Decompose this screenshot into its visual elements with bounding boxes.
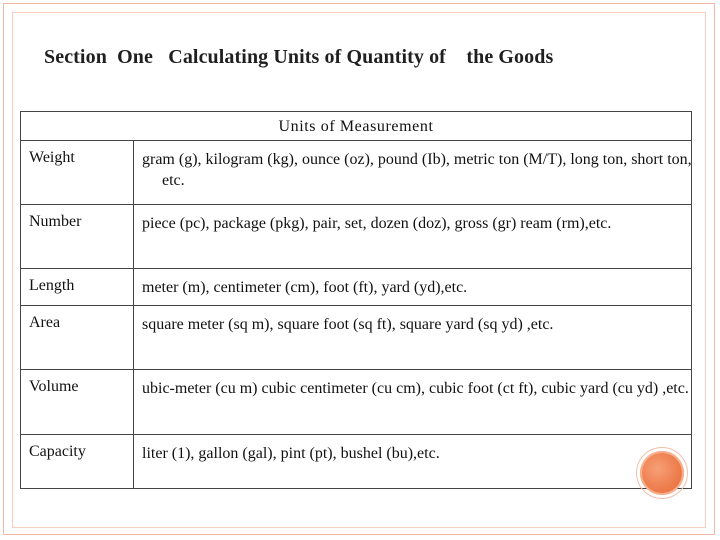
row-label: Length (29, 277, 75, 294)
table-row-weight (21, 141, 691, 205)
row-value: square meter (sq m), square foot (sq ft), square yard (sq yd) ,etc. (142, 316, 554, 333)
row-label: Number (29, 213, 82, 230)
table-row-number (21, 205, 691, 269)
table-header: Units of Measurement (21, 112, 691, 141)
units-table (20, 111, 692, 489)
table-row-area (21, 306, 691, 370)
row-value: liter (1), gallon (gal), pint (pt), bushel (bu),etc. (142, 445, 440, 462)
row-value: gram (g), kilogram (kg), ounce (oz), pound (Ib), metric ton (M/T), long ton, short ton, etc. (142, 151, 692, 189)
decorative-orb (640, 451, 684, 495)
row-value: meter (m), centimeter (cm), foot (ft), yard (yd),etc. (142, 279, 468, 296)
row-label: Capacity (29, 443, 86, 460)
row-label: Area (29, 314, 61, 331)
page-title: Section One Calculating Units of Quantity of the Goods (44, 46, 554, 68)
row-label: Volume (29, 378, 79, 395)
row-value: piece (pc), package (pkg), pair, set, dozen (doz), gross (gr) ream (rm),etc. (142, 215, 612, 232)
table-row-capacity (21, 435, 691, 493)
row-label: Weight (29, 149, 75, 166)
row-value: ubic-meter (cu m) cubic centimeter (cu cm), cubic foot (ct ft), cubic yard (cu yd) ,etc. (142, 380, 689, 397)
table-row-volume (21, 370, 691, 435)
table-row-length (21, 269, 691, 306)
